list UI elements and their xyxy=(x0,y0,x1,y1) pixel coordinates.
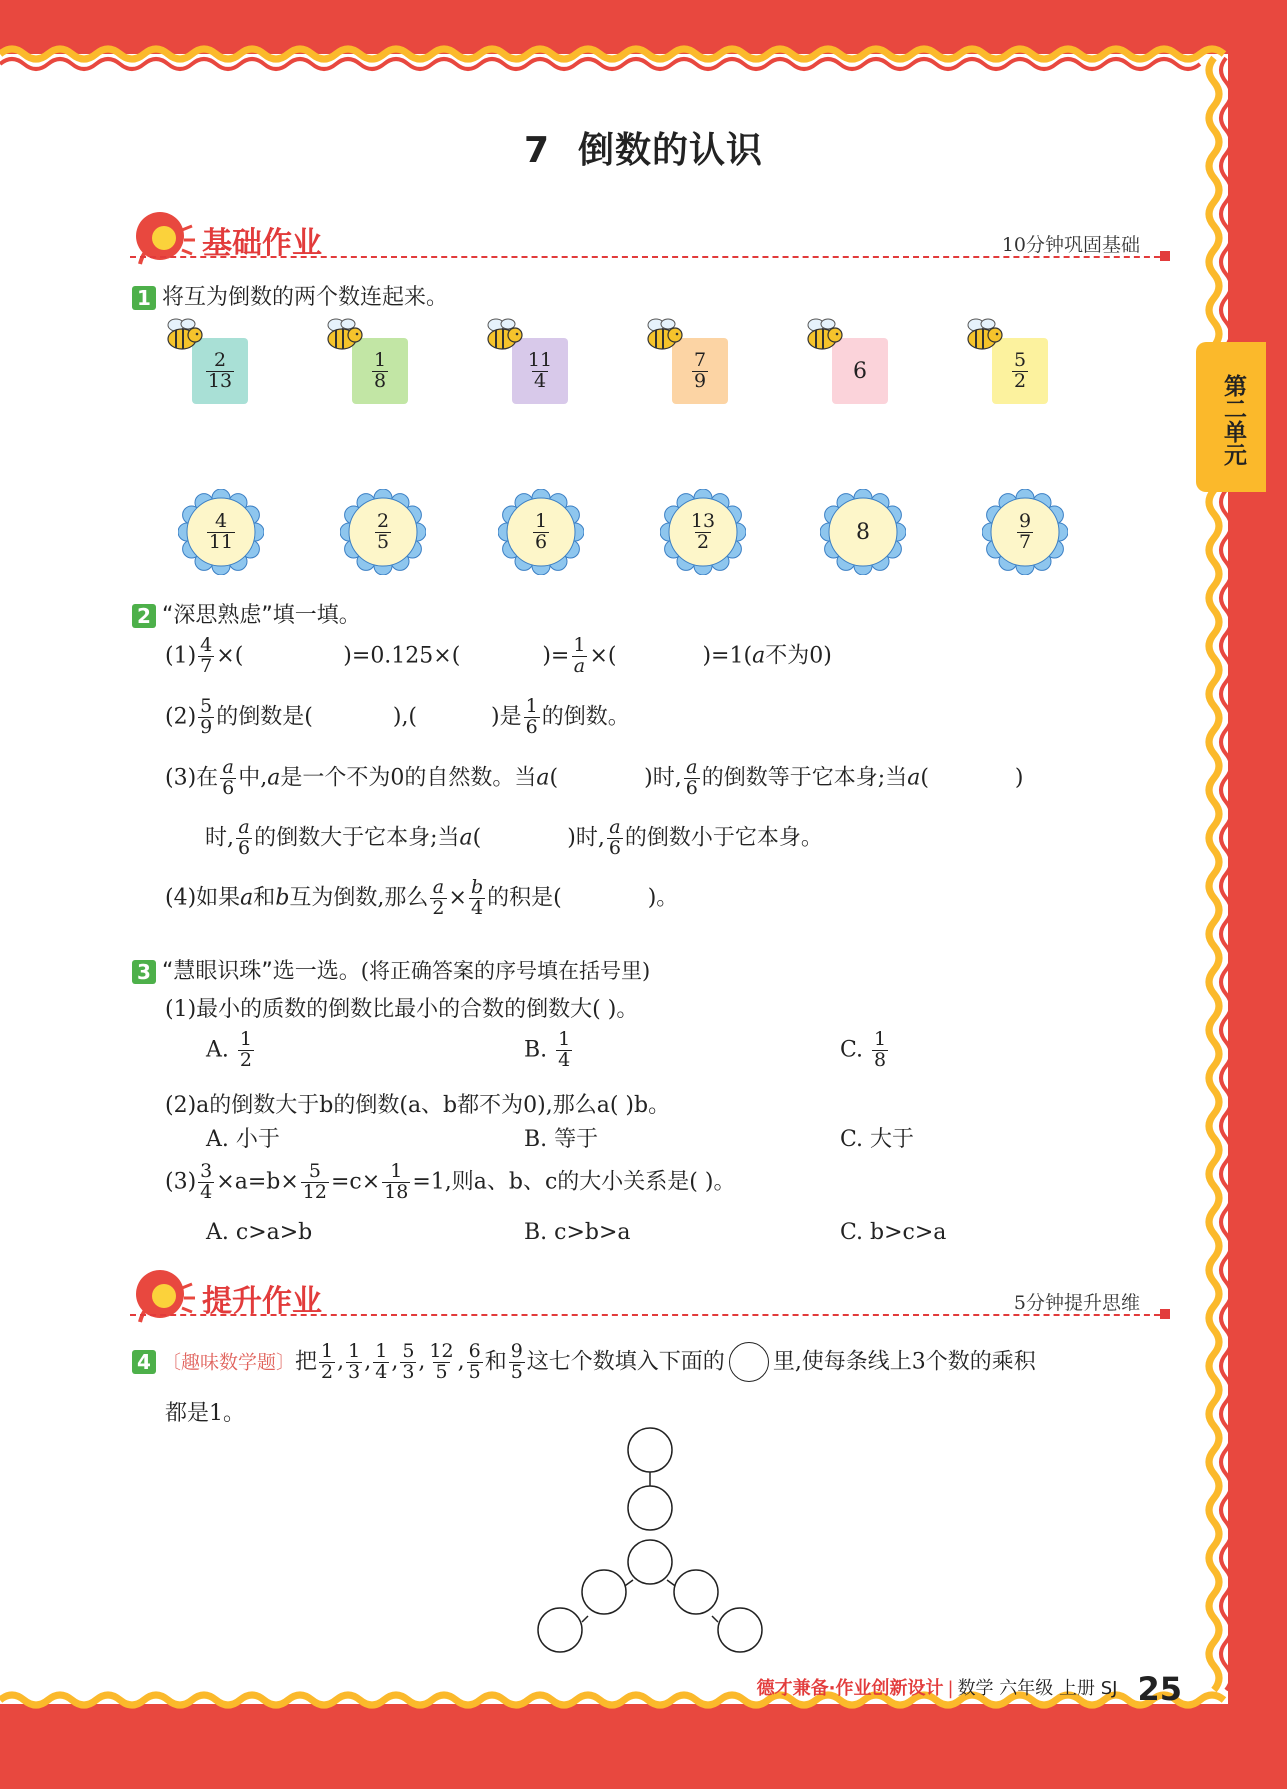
denominator: 4 xyxy=(200,1180,213,1203)
numerator: 1 xyxy=(525,695,538,717)
blank-circle[interactable] xyxy=(628,1486,672,1530)
q3-part-2: (2)a的倒数大于b的倒数(a、b都不为0),那么a( )b。 xyxy=(165,1093,671,1118)
fraction xyxy=(1017,509,1033,553)
flower-number[interactable] xyxy=(660,489,746,575)
denominator: 6 xyxy=(238,836,251,859)
blank-circle[interactable] xyxy=(674,1570,718,1614)
fraction xyxy=(526,348,554,392)
denominator: 2 xyxy=(432,896,445,919)
section-advanced-header xyxy=(130,1266,1170,1326)
text: )。 xyxy=(647,885,679,911)
numerator: 3 xyxy=(200,1160,213,1182)
section-flower-icon xyxy=(130,1266,200,1326)
fraction xyxy=(220,758,236,799)
denominator: 12 xyxy=(302,1180,327,1203)
denominator: 5 xyxy=(468,1360,481,1383)
numerator: a xyxy=(432,876,445,898)
unit-tab-label: 第二单元 xyxy=(1220,374,1246,466)
numerator: 1 xyxy=(375,1340,388,1362)
text: 的积是( xyxy=(487,885,562,911)
text: ( xyxy=(920,765,929,791)
fraction xyxy=(689,509,717,553)
numerator: 1 xyxy=(239,1028,252,1050)
variable: a xyxy=(240,885,254,911)
fraction xyxy=(372,348,388,392)
q2-part-3 xyxy=(165,758,1024,799)
fraction xyxy=(509,1342,525,1383)
question-text: 将互为倒数的两个数连起来。 xyxy=(162,285,449,310)
denominator: 8 xyxy=(373,369,387,392)
flower-number[interactable] xyxy=(340,489,426,575)
denominator: 6 xyxy=(222,776,235,799)
numerator: b xyxy=(470,876,484,898)
fraction xyxy=(430,878,446,919)
choice-a[interactable] xyxy=(206,1030,256,1071)
numerator: 1 xyxy=(348,1340,361,1362)
question-number: 3 xyxy=(132,960,156,984)
choice-c[interactable] xyxy=(840,1030,890,1071)
denominator: 11 xyxy=(208,530,234,553)
flower-number[interactable]: 8 xyxy=(820,489,906,575)
denominator: 9 xyxy=(200,715,213,738)
text: 的倒数大于它本身;当 xyxy=(254,825,460,851)
footer-info: 数学 六年级 上册 SJ xyxy=(957,1678,1118,1699)
denominator: 2 xyxy=(1013,369,1027,392)
numerator: 2 xyxy=(376,509,390,532)
text: × xyxy=(448,885,467,911)
denominator: 4 xyxy=(470,896,484,919)
numerator: 11 xyxy=(527,348,553,371)
denominator: 6 xyxy=(608,836,621,859)
numerator: 1 xyxy=(534,509,548,532)
unit-side-tab xyxy=(1196,342,1266,492)
denominator: 4 xyxy=(375,1360,388,1383)
variable: a xyxy=(907,765,921,791)
text: (2) xyxy=(165,704,197,730)
comma: , xyxy=(337,1349,345,1375)
question-3 xyxy=(132,954,650,985)
denominator: 3 xyxy=(402,1360,415,1383)
denominator: 7 xyxy=(200,654,213,677)
text: 把 xyxy=(295,1349,318,1375)
choice-b[interactable]: B. c>b>a xyxy=(524,1220,631,1245)
question-number: 2 xyxy=(132,604,156,628)
section-basic-divider xyxy=(130,256,1170,258)
text: ),( xyxy=(392,704,418,730)
text: 互为倒数,那么 xyxy=(289,885,429,911)
fraction xyxy=(692,348,708,392)
variable: a xyxy=(267,765,281,791)
lesson-title: 倒数的认识 xyxy=(578,130,764,171)
numerator: 12 xyxy=(429,1340,454,1362)
numerator: 4 xyxy=(214,509,228,532)
comma: , xyxy=(457,1349,465,1375)
question-number: 4 xyxy=(132,1350,156,1374)
fun-math-tag: 〔趣味数学题〕 xyxy=(162,1351,296,1374)
bee-icon xyxy=(962,315,1006,355)
numerator: 5 xyxy=(1013,348,1027,371)
numerator: 13 xyxy=(690,509,716,532)
blank-circle[interactable] xyxy=(538,1608,582,1652)
text: ) xyxy=(1014,765,1024,791)
fraction xyxy=(427,1342,455,1383)
denominator: 3 xyxy=(348,1360,361,1383)
fraction xyxy=(238,1030,254,1071)
question-4 xyxy=(132,1342,1036,1383)
question-1 xyxy=(132,280,448,311)
fraction xyxy=(198,697,214,738)
q2-part-3b xyxy=(205,818,823,859)
numerator: 2 xyxy=(213,348,227,371)
numerator: a xyxy=(686,756,698,778)
fraction xyxy=(556,1030,572,1071)
denominator: 2 xyxy=(239,1048,252,1071)
choice-letter: A. xyxy=(206,1037,229,1063)
numerator: 5 xyxy=(200,695,213,717)
text: 和 xyxy=(484,1349,507,1375)
divider-endcap xyxy=(1160,1309,1170,1319)
text: ( xyxy=(549,765,559,791)
text: (3) xyxy=(165,1169,197,1195)
lesson-number: 7 xyxy=(523,130,551,171)
fraction xyxy=(469,878,485,919)
text: )=0.125×( xyxy=(343,643,461,669)
footer xyxy=(757,1670,1182,1708)
fraction xyxy=(872,1030,888,1071)
text: =c× xyxy=(330,1169,381,1195)
q2-part-4 xyxy=(165,878,678,919)
page-number: 25 xyxy=(1137,1670,1182,1708)
text: )=1( xyxy=(702,643,753,669)
q4-line-2: 都是1。 xyxy=(165,1401,245,1426)
numerator: 4 xyxy=(200,634,213,656)
fraction xyxy=(373,1342,389,1383)
fraction xyxy=(198,1162,214,1203)
blank-circle[interactable] xyxy=(582,1570,626,1614)
numerator: 1 xyxy=(321,1340,334,1362)
text: =1,则a、b、c的大小关系是( )。 xyxy=(412,1169,736,1195)
q4-fraction-list xyxy=(317,1340,485,1383)
section-flower-icon xyxy=(130,208,200,268)
numerator: 5 xyxy=(308,1160,321,1182)
flower-number[interactable] xyxy=(498,489,584,575)
text: (3)在 xyxy=(165,765,219,791)
text: 不为0) xyxy=(765,643,832,669)
fraction xyxy=(346,1342,362,1383)
choice-c[interactable]: C. b>c>a xyxy=(840,1220,947,1245)
numerator: a xyxy=(609,816,621,838)
denominator: 6 xyxy=(534,530,548,553)
comma: , xyxy=(364,1349,372,1375)
denominator: a xyxy=(573,654,586,677)
section-basic-header xyxy=(130,208,1170,268)
question-2 xyxy=(132,598,361,629)
section-advanced-label: 提升作业 xyxy=(202,1284,322,1319)
fraction xyxy=(375,509,391,553)
footer-brand: 德才兼备·作业创新设计 xyxy=(756,1678,944,1699)
numerator: 1 xyxy=(558,1028,571,1050)
text: 时, xyxy=(205,825,234,851)
section-basic-label: 基础作业 xyxy=(202,226,322,261)
blank-circle[interactable] xyxy=(718,1608,762,1652)
question-text: “深思熟虑”填一填。 xyxy=(162,603,361,628)
text: ×( xyxy=(216,643,244,669)
text: 的倒数是( xyxy=(216,704,313,730)
text: 里,使每条线上3个数的乘积 xyxy=(772,1349,1036,1375)
numerator: 9 xyxy=(1018,509,1032,532)
question-text: “慧眼识珠”选一选。 xyxy=(162,959,361,984)
text: (4)如果 xyxy=(165,885,241,911)
variable: a xyxy=(459,825,473,851)
fraction xyxy=(207,509,235,553)
page-title xyxy=(0,122,1287,173)
text: 的倒数小于它本身。 xyxy=(624,825,823,851)
fraction xyxy=(400,1342,416,1383)
fraction xyxy=(533,509,549,553)
bee-icon xyxy=(322,315,366,355)
denominator: 5 xyxy=(510,1360,523,1383)
fraction xyxy=(301,1162,329,1203)
fraction xyxy=(236,818,252,859)
denominator: 9 xyxy=(693,369,707,392)
choice-letter: B. xyxy=(524,1037,548,1063)
text: )时, xyxy=(644,765,682,791)
choice-c[interactable]: C. 大于 xyxy=(840,1127,915,1152)
text: 中, xyxy=(238,765,268,791)
denominator: 13 xyxy=(207,369,233,392)
denominator: 4 xyxy=(558,1048,571,1071)
comma: , xyxy=(418,1349,426,1375)
numerator: 7 xyxy=(693,348,707,371)
blank-circle[interactable] xyxy=(628,1428,672,1472)
bee-icon xyxy=(642,315,686,355)
fraction xyxy=(571,636,587,677)
text: 的倒数。 xyxy=(541,704,630,730)
fraction xyxy=(684,758,700,799)
choice-letter: C. xyxy=(840,1037,864,1063)
variable: b xyxy=(275,885,290,911)
choice-b[interactable] xyxy=(524,1030,574,1071)
numerator: 1 xyxy=(573,634,586,656)
q2-part-1 xyxy=(165,636,832,677)
fraction xyxy=(1012,348,1028,392)
text: ×( xyxy=(589,643,617,669)
choice-a[interactable]: A. c>a>b xyxy=(206,1220,313,1245)
denominator: 2 xyxy=(321,1360,334,1383)
denominator: 6 xyxy=(525,715,538,738)
numerator: 5 xyxy=(402,1340,415,1362)
text: 这七个数填入下面的 xyxy=(526,1349,725,1375)
text: 和 xyxy=(253,885,276,911)
fraction xyxy=(467,1342,483,1383)
variable: a xyxy=(536,765,550,791)
denominator: 4 xyxy=(533,369,547,392)
numerator: 1 xyxy=(373,348,387,371)
footer-separator: | xyxy=(947,1678,954,1699)
denominator: 7 xyxy=(1018,530,1032,553)
fraction xyxy=(607,818,623,859)
denominator: 5 xyxy=(376,530,390,553)
denominator: 2 xyxy=(696,530,710,553)
denominator: 8 xyxy=(874,1048,887,1071)
section-basic-hint: 10分钟巩固基础 xyxy=(1001,234,1140,256)
fraction xyxy=(198,636,214,677)
numerator: a xyxy=(222,756,234,778)
text: )是 xyxy=(491,704,522,730)
comma: , xyxy=(391,1349,399,1375)
denominator: 6 xyxy=(685,776,698,799)
text: (1) xyxy=(165,643,197,669)
numerator: 1 xyxy=(874,1028,887,1050)
section-advanced-hint: 5分钟提升思维 xyxy=(1013,1292,1140,1314)
numerator: 1 xyxy=(390,1160,403,1182)
choice-a[interactable]: A. 小于 xyxy=(206,1127,280,1152)
text: 是一个不为0的自然数。当 xyxy=(280,765,537,791)
q2-part-2 xyxy=(165,697,630,738)
bee-icon xyxy=(162,315,206,355)
text: ×a=b× xyxy=(216,1169,299,1195)
numerator: 9 xyxy=(510,1340,523,1362)
text: )时, xyxy=(567,825,605,851)
variable: a xyxy=(752,643,766,669)
fraction xyxy=(382,1162,410,1203)
circle-symbol xyxy=(729,1342,769,1382)
question-note: (将正确答案的序号填在括号里) xyxy=(360,959,651,983)
section-advanced-divider xyxy=(130,1314,1170,1316)
text: ( xyxy=(472,825,482,851)
numerator: a xyxy=(238,816,250,838)
question-number: 1 xyxy=(132,286,156,310)
circle-diagram xyxy=(530,1420,780,1660)
flower-number[interactable] xyxy=(178,489,264,575)
text: 的倒数等于它本身;当 xyxy=(701,765,908,791)
denominator: 18 xyxy=(384,1180,409,1203)
fraction xyxy=(319,1342,335,1383)
divider-endcap xyxy=(1160,251,1170,261)
numerator: 6 xyxy=(468,1340,481,1362)
blank-circle[interactable] xyxy=(628,1540,672,1584)
bee-icon xyxy=(802,315,846,355)
q3-part-1: (1)最小的质数的倒数比最小的合数的倒数大( )。 xyxy=(165,997,639,1022)
text: )= xyxy=(542,643,570,669)
integer: 6 xyxy=(853,358,867,384)
flower-number[interactable] xyxy=(982,489,1068,575)
fraction xyxy=(524,697,540,738)
bee-icon xyxy=(482,315,526,355)
choice-b[interactable]: B. 等于 xyxy=(524,1127,599,1152)
q3-part-3 xyxy=(165,1162,735,1203)
denominator: 5 xyxy=(435,1360,448,1383)
fraction xyxy=(206,348,234,392)
